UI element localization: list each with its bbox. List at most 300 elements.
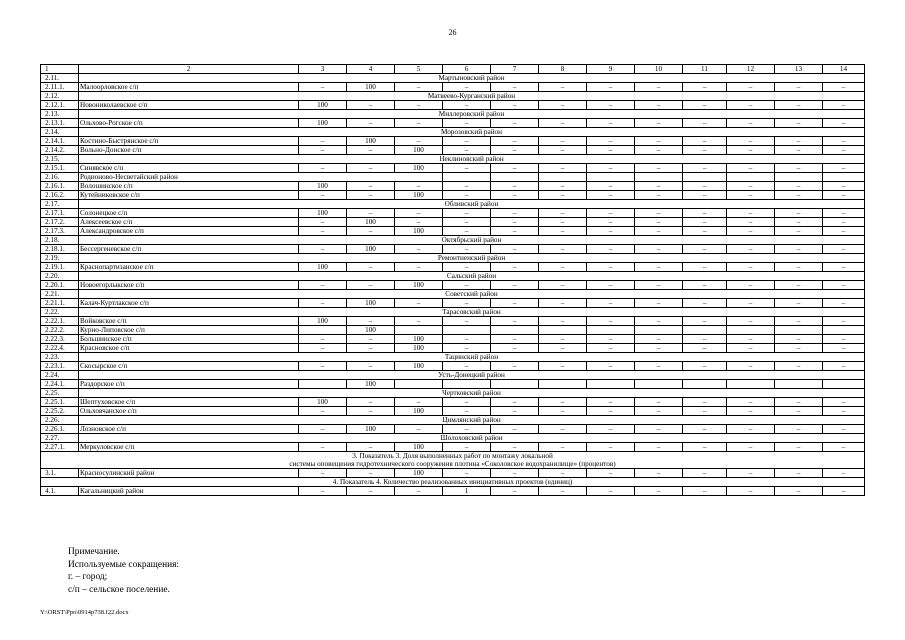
indicator-title	[41, 452, 865, 469]
value-cell: –	[823, 101, 865, 110]
settlement-name: Ольхово-Рогское с/п	[79, 119, 299, 128]
value-cell: –	[347, 469, 395, 478]
value-cell: –	[823, 398, 865, 407]
value-cell: –	[539, 407, 587, 416]
value-cell: –	[491, 227, 539, 236]
row-number: 2.25.1.	[41, 398, 79, 407]
value-cell: –	[299, 425, 347, 434]
value-cell: –	[683, 137, 727, 146]
section-row	[41, 254, 865, 263]
value-cell: 100	[395, 469, 443, 478]
value-cell: –	[587, 263, 635, 272]
value-cell: –	[347, 281, 395, 290]
value-cell: –	[491, 218, 539, 227]
value-cell	[683, 380, 727, 389]
value-cell	[587, 380, 635, 389]
value-cell: –	[395, 263, 443, 272]
value-cell: –	[443, 83, 491, 92]
column-header: 9	[587, 65, 635, 74]
row-number: 2.22.1.	[41, 317, 79, 326]
value-cell: –	[683, 362, 727, 371]
row-number: 2.14.1.	[41, 137, 79, 146]
value-cell: –	[443, 299, 491, 308]
table-row	[41, 425, 865, 434]
section-title: Октябрьский район	[79, 236, 865, 245]
value-cell: –	[775, 398, 823, 407]
value-cell: –	[395, 487, 443, 496]
value-cell: 100	[347, 218, 395, 227]
indicator-row	[41, 452, 865, 469]
value-cell: –	[347, 344, 395, 353]
row-number: 2.17.1.	[41, 209, 79, 218]
section-title: Усть-Донецкий район	[79, 371, 865, 380]
value-cell	[539, 380, 587, 389]
value-cell: –	[683, 299, 727, 308]
row-number: 2.20.1.	[41, 281, 79, 290]
value-cell: –	[587, 101, 635, 110]
value-cell: –	[491, 263, 539, 272]
value-cell: –	[775, 335, 823, 344]
value-cell: –	[823, 164, 865, 173]
value-cell	[775, 326, 823, 335]
value-cell: –	[491, 119, 539, 128]
value-cell	[299, 326, 347, 335]
value-cell: –	[823, 119, 865, 128]
row-number: 2.22.	[41, 308, 79, 317]
value-cell: –	[775, 227, 823, 236]
value-cell: –	[727, 335, 775, 344]
row-number: 2.24.1.	[41, 380, 79, 389]
header-row	[41, 65, 865, 74]
value-cell: –	[539, 362, 587, 371]
section-title: Шолоховский район	[79, 434, 865, 443]
value-cell: –	[727, 83, 775, 92]
table-row	[41, 299, 865, 308]
column-header: 13	[775, 65, 823, 74]
value-cell: –	[823, 209, 865, 218]
empty-cell	[775, 173, 823, 182]
row-number: 2.25.	[41, 389, 79, 398]
settlement-name: Бессергеневское с/п	[79, 245, 299, 254]
value-cell: –	[395, 245, 443, 254]
indicator-line: системы оповещения гидротехнического сооружения плотина «Соколовское водохранилище» (процентов)	[289, 460, 616, 468]
value-cell	[395, 326, 443, 335]
value-cell	[539, 326, 587, 335]
value-cell: –	[683, 407, 727, 416]
value-cell: –	[539, 344, 587, 353]
value-cell: –	[727, 443, 775, 452]
table-row	[41, 191, 865, 200]
value-cell: –	[299, 83, 347, 92]
value-cell: –	[775, 425, 823, 434]
section-title: Миллеровский район	[79, 110, 865, 119]
value-cell: –	[823, 281, 865, 290]
row-number: 2.21.	[41, 290, 79, 299]
value-cell: –	[347, 263, 395, 272]
value-cell: 100	[299, 398, 347, 407]
value-cell: –	[299, 245, 347, 254]
value-cell: –	[443, 425, 491, 434]
table-row	[41, 335, 865, 344]
row-number: 2.13.	[41, 110, 79, 119]
value-cell: –	[635, 407, 683, 416]
value-cell: –	[587, 191, 635, 200]
value-cell: –	[823, 443, 865, 452]
row-number: 2.17.2.	[41, 218, 79, 227]
value-cell: –	[823, 83, 865, 92]
value-cell: –	[635, 469, 683, 478]
value-cell	[443, 380, 491, 389]
settlement-name: Скосырское с/п	[79, 362, 299, 371]
value-cell: –	[775, 263, 823, 272]
value-cell: –	[727, 182, 775, 191]
value-cell: –	[443, 443, 491, 452]
value-cell: –	[683, 443, 727, 452]
value-cell: 100	[347, 137, 395, 146]
empty-cell	[727, 173, 775, 182]
indicator-line: 4. Показатель 4. Количество реализованных инициативных проектов (единиц)	[332, 478, 573, 486]
value-cell: –	[395, 137, 443, 146]
value-cell: –	[635, 299, 683, 308]
value-cell: –	[683, 191, 727, 200]
settlement-name: Алексеевское с/п	[79, 218, 299, 227]
value-cell	[299, 380, 347, 389]
row-number: 2.15.	[41, 155, 79, 164]
value-cell	[443, 326, 491, 335]
value-cell: –	[683, 335, 727, 344]
value-cell: 100	[395, 407, 443, 416]
value-cell: –	[395, 182, 443, 191]
row-number: 2.26.	[41, 416, 79, 425]
row-number: 2.11.1.	[41, 83, 79, 92]
value-cell: 100	[299, 119, 347, 128]
value-cell: –	[823, 362, 865, 371]
value-cell: –	[635, 119, 683, 128]
value-cell: 100	[395, 164, 443, 173]
value-cell: –	[347, 398, 395, 407]
value-cell: –	[587, 218, 635, 227]
file-path: Y:\ORST\Ppo\0914p738.f22.docx	[40, 609, 129, 616]
row-number: 2.22.3.	[41, 335, 79, 344]
value-cell: –	[443, 263, 491, 272]
section-title: Неклиновский район	[79, 155, 865, 164]
value-cell: –	[683, 101, 727, 110]
value-cell: –	[727, 317, 775, 326]
settlement-name: Александровское с/п	[79, 227, 299, 236]
value-cell: –	[587, 317, 635, 326]
value-cell: –	[683, 317, 727, 326]
value-cell: –	[727, 137, 775, 146]
value-cell: –	[539, 281, 587, 290]
value-cell: –	[347, 146, 395, 155]
value-cell: –	[823, 245, 865, 254]
value-cell: –	[347, 335, 395, 344]
row-number: 2.20.	[41, 272, 79, 281]
value-cell: –	[587, 137, 635, 146]
value-cell: 100	[395, 443, 443, 452]
column-header: 1	[41, 65, 79, 74]
value-cell: –	[727, 299, 775, 308]
table-row	[41, 326, 865, 335]
empty-cell	[539, 173, 587, 182]
section-title: Цимлянский район	[79, 416, 865, 425]
value-cell: –	[635, 317, 683, 326]
value-cell: –	[299, 443, 347, 452]
section-title: Тацинский район	[79, 353, 865, 362]
table-row	[41, 263, 865, 272]
value-cell: –	[683, 218, 727, 227]
value-cell: 100	[395, 362, 443, 371]
value-cell: –	[775, 362, 823, 371]
value-cell: –	[347, 487, 395, 496]
value-cell: –	[347, 191, 395, 200]
value-cell: –	[491, 137, 539, 146]
row-number: 2.25.2.	[41, 407, 79, 416]
value-cell: –	[539, 317, 587, 326]
table-row	[41, 407, 865, 416]
value-cell: 100	[299, 263, 347, 272]
section-title: Советский район	[79, 290, 865, 299]
indicator-row	[41, 478, 865, 487]
value-cell: –	[635, 344, 683, 353]
value-cell: –	[443, 209, 491, 218]
column-header: 12	[727, 65, 775, 74]
value-cell: 100	[395, 146, 443, 155]
value-cell	[775, 380, 823, 389]
value-cell: –	[683, 245, 727, 254]
table-row	[41, 317, 865, 326]
value-cell: –	[823, 146, 865, 155]
table-row	[41, 443, 865, 452]
value-cell: –	[491, 101, 539, 110]
section-row	[41, 155, 865, 164]
value-cell: –	[727, 469, 775, 478]
column-header: 11	[683, 65, 727, 74]
value-cell: –	[539, 83, 587, 92]
value-cell: –	[587, 299, 635, 308]
note-line: г. – город;	[68, 572, 108, 582]
value-cell: 100	[395, 344, 443, 353]
value-cell: –	[491, 362, 539, 371]
settlement-name: Большинское с/п	[79, 335, 299, 344]
value-cell: –	[395, 218, 443, 227]
row-number: 2.17.	[41, 200, 79, 209]
value-cell: –	[491, 487, 539, 496]
value-cell: –	[727, 263, 775, 272]
settlement-name: Костино-Быстрянское с/п	[79, 137, 299, 146]
section-row	[41, 353, 865, 362]
table-row	[41, 469, 865, 478]
column-header: 4	[347, 65, 395, 74]
value-cell: –	[775, 407, 823, 416]
value-cell: –	[635, 263, 683, 272]
value-cell: –	[635, 443, 683, 452]
value-cell: –	[683, 398, 727, 407]
value-cell: –	[775, 487, 823, 496]
settlement-name: Ольховчанское с/п	[79, 407, 299, 416]
table-row	[41, 380, 865, 389]
section-title: Чертковский район	[79, 389, 865, 398]
section-title: Тарасовский район	[79, 308, 865, 317]
value-cell: –	[347, 407, 395, 416]
value-cell: –	[727, 398, 775, 407]
column-header: 7	[491, 65, 539, 74]
value-cell: –	[775, 209, 823, 218]
value-cell: –	[491, 469, 539, 478]
value-cell: –	[395, 119, 443, 128]
settlement-name: Малоорловское с/п	[79, 83, 299, 92]
value-cell	[823, 380, 865, 389]
section-row	[41, 371, 865, 380]
value-cell	[587, 326, 635, 335]
value-cell: –	[539, 398, 587, 407]
settlement-name: Кутейниковское с/п	[79, 191, 299, 200]
value-cell: –	[775, 101, 823, 110]
settlement-name: Новониколаевское с/п	[79, 101, 299, 110]
value-cell: –	[443, 344, 491, 353]
value-cell: –	[683, 263, 727, 272]
value-cell: –	[491, 245, 539, 254]
value-cell: –	[635, 218, 683, 227]
value-cell: –	[727, 218, 775, 227]
value-cell: –	[587, 469, 635, 478]
value-cell: –	[823, 137, 865, 146]
value-cell: –	[443, 407, 491, 416]
section-row	[41, 389, 865, 398]
row-number: 3.1.	[41, 469, 79, 478]
settlement-name: Раздорское с/п	[79, 380, 299, 389]
row-number: 2.12.1.	[41, 101, 79, 110]
value-cell: –	[683, 209, 727, 218]
value-cell: –	[539, 469, 587, 478]
value-cell: –	[491, 164, 539, 173]
value-cell: –	[587, 164, 635, 173]
value-cell: 100	[395, 227, 443, 236]
value-cell: –	[727, 164, 775, 173]
table-row	[41, 119, 865, 128]
value-cell: –	[775, 281, 823, 290]
value-cell: –	[635, 191, 683, 200]
value-cell: –	[775, 119, 823, 128]
row-number: 2.21.1.	[41, 299, 79, 308]
value-cell: –	[823, 344, 865, 353]
value-cell: –	[727, 407, 775, 416]
value-cell: –	[683, 487, 727, 496]
value-cell: –	[727, 362, 775, 371]
table-row	[41, 83, 865, 92]
value-cell: –	[539, 227, 587, 236]
row-number: 2.18.1.	[41, 245, 79, 254]
value-cell: –	[299, 191, 347, 200]
settlement-name: Кагальницкий район	[79, 487, 299, 496]
settlement-name: Калач-Куртлакское с/п	[79, 299, 299, 308]
value-cell: –	[443, 191, 491, 200]
value-cell	[727, 380, 775, 389]
empty-cell	[491, 173, 539, 182]
value-cell: –	[395, 299, 443, 308]
settlement-name: Волошинское с/п	[79, 182, 299, 191]
section-row	[41, 128, 865, 137]
value-cell: –	[443, 245, 491, 254]
value-cell: –	[727, 227, 775, 236]
value-cell: –	[823, 487, 865, 496]
value-cell: –	[683, 344, 727, 353]
value-cell: –	[299, 146, 347, 155]
row-number: 2.22.4.	[41, 344, 79, 353]
value-cell: –	[299, 335, 347, 344]
section-row	[41, 290, 865, 299]
data-table	[40, 64, 865, 496]
value-cell: –	[635, 245, 683, 254]
section-title: Мартыновский район	[79, 74, 865, 83]
value-cell: –	[491, 425, 539, 434]
settlement-name: Войковское с/п	[79, 317, 299, 326]
value-cell: –	[299, 299, 347, 308]
value-cell: 100	[299, 209, 347, 218]
value-cell: –	[491, 398, 539, 407]
value-cell: –	[443, 335, 491, 344]
table-row	[41, 245, 865, 254]
section-row	[41, 416, 865, 425]
value-cell: –	[491, 299, 539, 308]
value-cell: –	[539, 119, 587, 128]
value-cell	[635, 326, 683, 335]
table-row	[41, 398, 865, 407]
settlement-name: Красносулинский район	[79, 469, 299, 478]
value-cell: –	[491, 335, 539, 344]
value-cell: 100	[347, 245, 395, 254]
value-cell: –	[775, 218, 823, 227]
settlement-name: Синявское с/п	[79, 164, 299, 173]
value-cell: –	[823, 469, 865, 478]
value-cell: –	[587, 281, 635, 290]
value-cell: 100	[395, 191, 443, 200]
notes	[68, 546, 179, 596]
section-title: Ремонтненский район	[79, 254, 865, 263]
value-cell: –	[491, 281, 539, 290]
value-cell: 100	[347, 380, 395, 389]
value-cell: –	[347, 227, 395, 236]
value-cell: –	[539, 164, 587, 173]
value-cell: –	[635, 335, 683, 344]
value-cell: –	[539, 209, 587, 218]
value-cell: –	[299, 407, 347, 416]
row-number: 2.22.2.	[41, 326, 79, 335]
value-cell: –	[347, 119, 395, 128]
value-cell: –	[443, 281, 491, 290]
section-title: Родионово-Несветайский район	[79, 173, 443, 182]
value-cell: –	[823, 263, 865, 272]
value-cell: –	[347, 101, 395, 110]
value-cell: –	[395, 317, 443, 326]
value-cell: –	[635, 362, 683, 371]
value-cell: –	[727, 191, 775, 200]
value-cell: –	[683, 425, 727, 434]
value-cell: –	[539, 299, 587, 308]
row-number: 2.13.1.	[41, 119, 79, 128]
value-cell	[683, 326, 727, 335]
table-row	[41, 281, 865, 290]
value-cell: –	[539, 263, 587, 272]
value-cell: –	[683, 119, 727, 128]
row-number: 2.19.	[41, 254, 79, 263]
row-number: 2.23.	[41, 353, 79, 362]
table-row	[41, 101, 865, 110]
value-cell: –	[539, 218, 587, 227]
value-cell: 100	[347, 425, 395, 434]
value-cell	[727, 326, 775, 335]
value-cell: –	[775, 191, 823, 200]
